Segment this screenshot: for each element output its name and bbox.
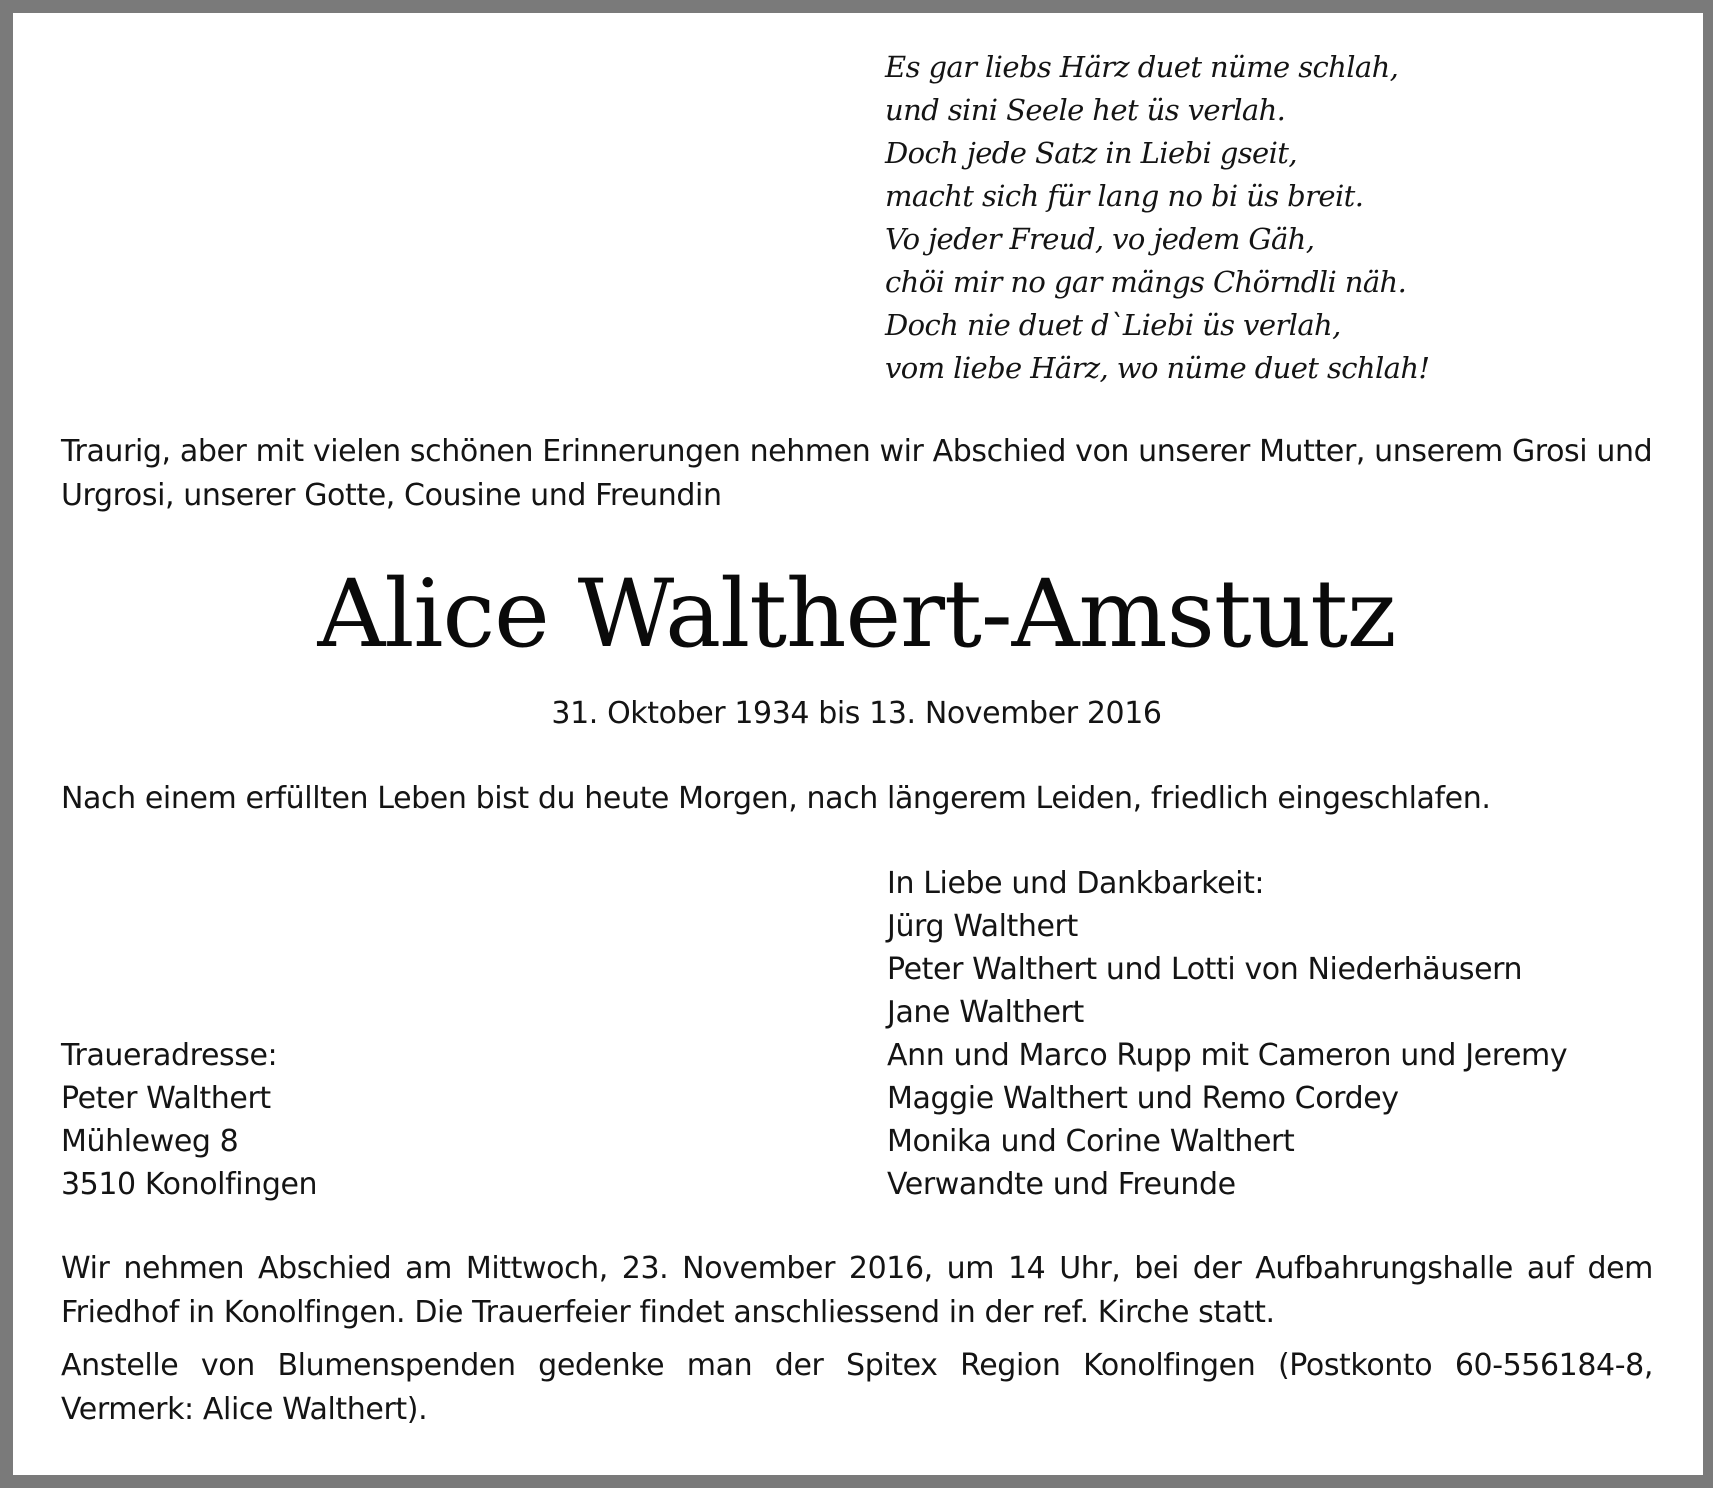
funeral-notice (61, 1247, 1653, 1335)
mourner-name: Jane Walthert (887, 995, 1084, 1030)
mourner-name: Jürg Walthert (887, 909, 1078, 944)
mourner-name: Ann und Marco Rupp mit Cameron und Jeremy (887, 1038, 1568, 1073)
mourning-address (61, 1034, 317, 1206)
intro-line: Urgrosi, unserer Gotte, Cousine und Freundin (61, 478, 722, 513)
mourner-name: Maggie Walthert und Remo Cordey (887, 1081, 1399, 1116)
poem-line: chöi mir no gar mängs Chörndli näh. (885, 265, 1407, 299)
intro-line: Traurig, aber mit vielen schönen Erinnerungen nehmen wir Abschied von unserer Mutter, unserem Grosi und (61, 434, 1653, 469)
mourners-heading: In Liebe und Dankbarkeit: (887, 866, 1265, 901)
life-dates: 31. Oktober 1934 bis 13. November 2016 (551, 696, 1162, 731)
address-name: Peter Walthert (61, 1081, 271, 1116)
address-city: 3510 Konolfingen (61, 1167, 318, 1202)
poem (885, 46, 1429, 390)
donation-line: Vermerk: Alice Walthert). (61, 1392, 428, 1427)
donation-notice (61, 1344, 1653, 1432)
deceased-name: Alice Walthert-Amstutz (317, 560, 1396, 669)
poem-line: Doch nie duet d`Liebi üs verlah, (885, 308, 1341, 342)
poem-line: Vo jeder Freud, vo jedem Gäh, (885, 222, 1315, 256)
funeral-line: Wir nehmen Abschied am Mittwoch, 23. November 2016, um 14 Uhr, bei der Aufbahrungshalle auf dem (61, 1251, 1653, 1286)
address-label: Traueradresse: (61, 1038, 278, 1073)
poem-line: und sini Seele het üs verlah. (885, 93, 1286, 127)
mourner-name: Monika und Corine Walthert (887, 1124, 1295, 1159)
mourner-name: Peter Walthert und Lotti von Niederhäusern (887, 952, 1523, 987)
poem-line: macht sich für lang no bi üs breit. (885, 179, 1364, 213)
passing-text: Nach einem erfüllten Leben bist du heute Morgen, nach längerem Leiden, friedlich eingeschlafen. (61, 781, 1491, 816)
address-street: Mühleweg 8 (61, 1124, 239, 1159)
poem-line: Doch jede Satz in Liebi gseit, (885, 136, 1297, 170)
funeral-line: Friedhof in Konolfingen. Die Trauerfeier findet anschliessend in der ref. Kirche statt. (61, 1295, 1275, 1330)
poem-line: Es gar liebs Härz duet nüme schlah, (885, 50, 1399, 84)
mourner-name: Verwandte und Freunde (887, 1167, 1236, 1202)
intro-text (61, 430, 1661, 518)
donation-line: Anstelle von Blumenspenden gedenke man der Spitex Region Konolfingen (Postkonto 60-556184-8, (61, 1348, 1653, 1383)
poem-line: vom liebe Härz, wo nüme duet schlah! (885, 351, 1430, 385)
mourners-list (887, 862, 1567, 1206)
